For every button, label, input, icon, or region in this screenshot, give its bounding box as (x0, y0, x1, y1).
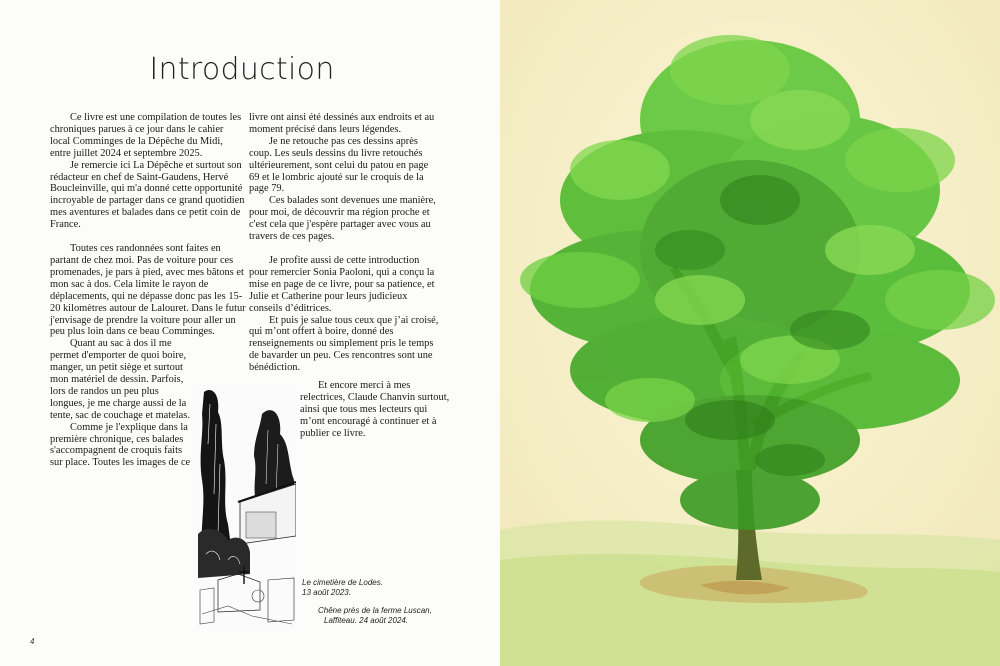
text-column-2 (249, 112, 439, 374)
page-number: 4 (30, 637, 35, 646)
caption-line: Chêne près de la ferme Luscan, (318, 606, 432, 615)
cemetery-sketch (198, 384, 296, 628)
sketch-caption (302, 578, 383, 598)
paragraph: Et encore merci à mes relectrices, Claude Chanvin surtout, ainsi que tous mes lecteurs qui m’ont encouragé à continuer et à publier ce livre. (300, 380, 450, 439)
caption-line: 13 août 2023. (302, 588, 351, 597)
paragraph: Ces balades sont devenues une manière, pour moi, de découvrir ma région proche et c'est cela que j'espère partager avec vous au travers de ces pages. (249, 195, 436, 243)
paragraph: Ce livre est une compilation de toutes les chroniques parues à ce jour dans le cahier local Comminges de la Dépêche du Midi, entre juillet 2024 et septembre 2025. (50, 112, 242, 159)
paragraph: Je profite aussi de cette introduction pour remercier Sonia Paoloni, qui a conçu la mise en page de ce livre, pour sa patience, et Julie et Catherine pour leurs judicieux conseils d’éditrices. (249, 254, 435, 314)
paragraph: Comme je l'explique dans la première chronique, ces balades s'accompagnent de croquis faits sur place. Toutes les images de ce (50, 421, 191, 469)
paragraph: Quant au sac à dos il me permet d'emporter de quoi boire, manger, un petit siège et surtout mon matériel de dessin. Parfois, lors de randos un peu plus longues, je me charge aussi de la tente, sac de couchage et matelas. (50, 338, 190, 421)
paragraph: Et puis je salue tous ceux que j’ai croisé, qui m’ont offert à boire, donné des renseignements ou simplement pris le temps de bavarder un peu. Ces rencontres sont une bénédiction. (249, 314, 439, 374)
tree-caption (318, 606, 432, 626)
caption-line: Le cimetière de Lodes. (302, 578, 383, 587)
oak-tree-watercolor (500, 0, 1000, 666)
caption-line: Laffiteau. 24 août 2024. (324, 616, 409, 625)
text-column-3 (300, 380, 450, 440)
page-title: Introduction (149, 52, 335, 87)
paragraph: Je ne retouche pas ces dessins après coup. Les seuls dessins du livre retouchés ultérieurement, sont celui du patou en page 69 et le lombric ajouté sur le croquis de la page 79. (249, 135, 429, 195)
paragraph: livre ont ainsi été dessinés aux endroits et au moment précisé dans leurs légendes. (249, 112, 435, 135)
paragraph: Je remercie ici La Dépêche et surtout son rédacteur en chef de Saint-Gaudens, Hervé Boucleinville, qui m'a donné cette opportunité incroyable de partager dans ce grand quotidien mes aventures et balades dans ce petit coin de France. (50, 159, 245, 231)
paragraph: Toutes ces randonnées sont faites en partant de chez moi. Pas de voiture pour ces promenades, je pars à pied, avec mes bâtons et mon sac à dos. Cela limite le rayon de déplacements, qui ne dépasse donc pas les 15-20 kilomètres autour de Lalouret. Dans le futur j'envisage de prendre la voiture pour aller un peu plus loin dans ce beau Comminges. (50, 243, 246, 338)
right-page (500, 0, 1000, 666)
